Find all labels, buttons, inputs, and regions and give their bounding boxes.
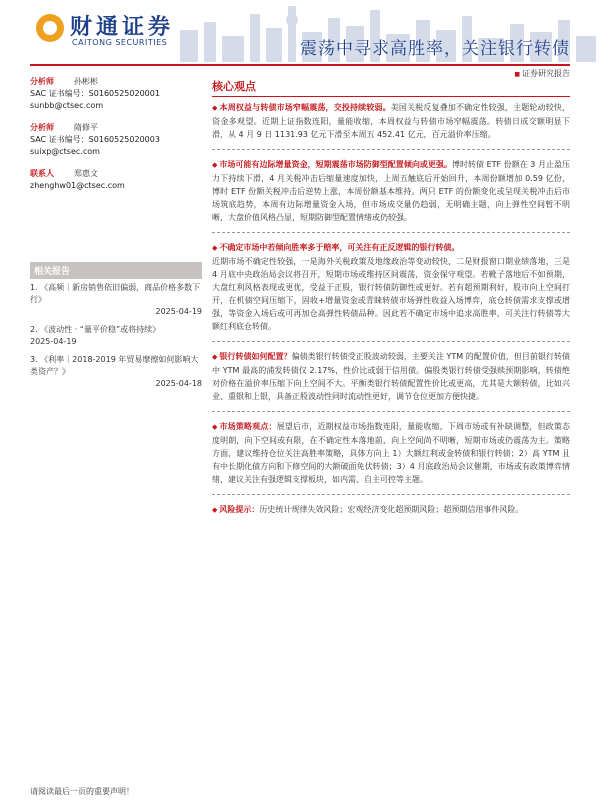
analyst-role: 分析师 — [30, 123, 54, 132]
related-report-date: 2025-04-19 — [30, 337, 77, 346]
diamond-bullet-icon: ◆ — [212, 506, 218, 514]
related-report-item[interactable] — [30, 324, 202, 348]
header-divider — [30, 64, 570, 66]
report-type-label: ■ 证券研究报告 — [514, 68, 570, 79]
risk-warning-text: 历史统计规律失效风险；宏观经济变化超预期风险；超预期信用事件风险。 — [259, 505, 524, 514]
diamond-bullet-icon: ◆ — [212, 161, 218, 169]
related-report-item[interactable] — [30, 282, 202, 318]
section-divider — [212, 149, 570, 150]
logo-chinese-name: 财通证券 — [70, 15, 175, 40]
related-report-title: 2. 《波动性 · “量平价稳”或将持续》 — [30, 325, 161, 334]
core-point-headline: 市场策略观点： — [219, 422, 277, 431]
core-point-headline: 银行转债如何配置？ — [219, 352, 292, 361]
analyst-panel — [30, 76, 202, 202]
core-point-text: 博时转债 ETF 份额在 3 月止盈压力下持续下滑，4 月关税冲击后缩量速度加快，上周五触底后开始回升，本周份额增加 0.59 亿份，博时 ETF 份额关税冲击后逆势上涨，本周份额基本维持。两只 ETF 的份额变化或呈现关税冲击后市场筑底趋势，本周有边际增量资金入场，但市场成交量仍趋弱，无明确主题，向上弹性空间暂不明晰，大盘价值风格凸显，短期防御型配置情绪或仍较强。 — [212, 160, 570, 222]
section-divider — [212, 411, 570, 412]
analyst-sac: SAC 证书编号：S0160525020003 — [30, 135, 160, 144]
contact-card — [30, 168, 202, 192]
diamond-bullet-icon: ◆ — [212, 423, 218, 431]
contact-email[interactable]: zhenghw01@ctsec.com — [30, 181, 125, 190]
logo-english-name: CAITONG SECURITIES — [72, 38, 168, 47]
report-title: 震荡中寻求高胜率，关注银行转债 — [300, 39, 570, 59]
core-point — [212, 420, 570, 486]
core-point-text: 偏债类银行转债受正股波动较弱，主要关注 YTM 的配置价值，但目前银行转债中 YTM 最高的浦发转债仅 2.17%，性价比或弱于信用债。偏股类银行转债受强赎预期影响，转债绝对价格在溢价率压缩下向上空间不大。平衡类银行转债配置性价比或更高，尤其是大额转债，比如兴业、重银和上银，具备正股波动性同时流动性更好，调节仓位更加方便快捷。 — [212, 352, 570, 401]
risk-warning-headline: 风险提示： — [219, 505, 260, 514]
core-point — [212, 503, 570, 517]
core-point-headline: 本周权益与转债市场窄幅震荡，交投持续较弱。 — [219, 103, 391, 112]
section-divider — [212, 494, 570, 495]
analyst-email[interactable]: suixp@ctsec.com — [30, 147, 100, 156]
related-report-date: 2025-04-19 — [155, 307, 202, 316]
core-point-text: 美国关税反复叠加不确定性较强，主题轮动较快，资金多观望。近期上证指数连阳，量能收缩，本周权益与转债市场窄幅震荡。转债日成交额明显下滑，从 4 月 9 日 1131.93 亿元下滑至本周五 452.41 亿元，百元溢价率压缩。 — [212, 103, 571, 139]
core-point — [212, 158, 570, 224]
diamond-bullet-icon: ◆ — [212, 244, 218, 252]
logo-icon — [36, 14, 64, 42]
core-point-headline: 不确定市场中若倾向胜率多于赔率，可关注有正反逻辑的银行转债。 — [219, 243, 460, 252]
analyst-card — [30, 122, 202, 158]
analyst-card — [30, 76, 202, 112]
related-report-title: 3. 《利率｜2018-2019 年贸易摩擦如何影响大类资产？》 — [30, 355, 199, 376]
analyst-sac: SAC 证书编号：S0160525020001 — [30, 89, 160, 98]
section-divider — [212, 341, 570, 342]
analyst-name: 隋修平 — [74, 123, 98, 132]
analyst-email[interactable]: sunbb@ctsec.com — [30, 101, 104, 110]
core-point — [212, 101, 570, 141]
disclaimer-note: 请阅读最后一页的重要声明！ — [30, 787, 134, 796]
core-point-headline: 市场可能有边际增量资金，短期震荡市场防御型配置倾向或更强。 — [219, 160, 452, 169]
diamond-bullet-icon: ◆ — [212, 353, 218, 361]
contact-role: 联系人 — [30, 169, 54, 178]
related-report-date: 2025-04-18 — [155, 379, 202, 388]
core-views — [212, 78, 570, 523]
analyst-name: 孙彬彬 — [74, 77, 98, 86]
report-header — [0, 0, 600, 78]
related-report-item[interactable] — [30, 354, 202, 390]
analyst-role: 分析师 — [30, 77, 54, 86]
diamond-bullet-icon: ◆ — [212, 104, 218, 112]
related-reports-heading: 相关报告 — [30, 262, 202, 279]
core-point — [212, 241, 570, 333]
related-report-title: 1. 《高频｜新房销售依旧偏弱，商品价格多数下行》 — [30, 283, 201, 304]
core-point-text: 展望后市，近期权益市场指数连阳，量能收缩，下周市场或有补缺调整，但政策态度明朗，向下空间或有限，在不确定性本落地前，向上空间尚不明晰，短期市场或仍震荡为主。策略方面，建议维持仓位关注高胜率策略，具体方向上 1）大额红利或金转债和银行转债；2）高 YTM 且有中长期化债方向和下修空间的大额破面免伏转债；3）4 月底政治局会议催期，市场或有政策博弈情绪，建议关注有强逻辑支撑板块，如内需、自主可控等主题。 — [212, 422, 571, 484]
related-reports — [30, 262, 202, 396]
core-point-text: 近期市场不确定性较强，一是海外关税政策及地缘政治等变动较快，二是财报窗口期业绩落地，三是 4 月底中央政治局会议将召开，短期市场或维持区间震荡，资金保守观望。若靴子落地后不如预期，大盘红利风格表现或更优，受益于正股，银行转债防御性或更好。若有超预期利好，股市向上空间打开，在机债空间压缩下，固收+增量资金或青睐转债市场弹性收益入场博弈，底仓转债需求支撑或增强，等资金入场后或可再加仓高弹性转债品种。因此若不确定市场中追求高胜率，可关注行转债等大额红利底仓转债。 — [212, 257, 570, 331]
section-divider — [212, 232, 570, 233]
core-point — [212, 350, 570, 403]
company-logo — [30, 8, 230, 52]
core-views-heading: 核心观点 — [212, 78, 570, 97]
contact-name: 郑惠文 — [74, 169, 98, 178]
